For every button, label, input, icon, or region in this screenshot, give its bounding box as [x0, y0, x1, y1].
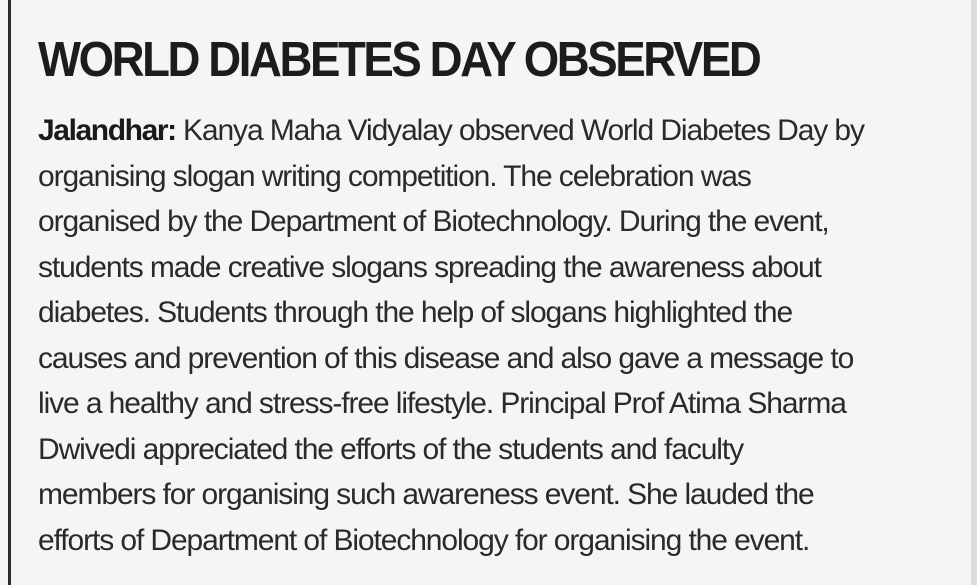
- body-line: organising slogan writing competition. The celebration was: [38, 159, 751, 193]
- body-line: students made creative slogans spreading the awareness about: [38, 250, 821, 284]
- body-line: organised by the Department of Biotechnology. During the event,: [38, 205, 829, 238]
- body-line: diabetes. Students through the help of slogans highlighted the: [38, 296, 793, 329]
- article-dateline: Jalandhar:: [38, 114, 176, 147]
- article-headline: WORLD DIABETES DAY OBSERVED: [38, 33, 760, 87]
- body-line: [38, 108, 943, 154]
- body-line: efforts of Department of Biotechnology for organising the event.: [38, 523, 810, 557]
- body-line: live a healthy and stress-free lifestyle. Principal Prof Atima Sharma: [38, 387, 846, 420]
- body-line-text: Kanya Maha Vidyalay observed World Diabetes Day by: [182, 114, 864, 147]
- article-body: [38, 108, 943, 563]
- body-line: causes and prevention of this disease and also gave a message to: [38, 341, 854, 375]
- page-edge: [971, 0, 977, 585]
- column-rule: [8, 0, 11, 585]
- body-line: Dwivedi appreciated the efforts of the students and faculty: [38, 432, 744, 466]
- body-line: members for organising such awareness event. She lauded the: [38, 478, 814, 511]
